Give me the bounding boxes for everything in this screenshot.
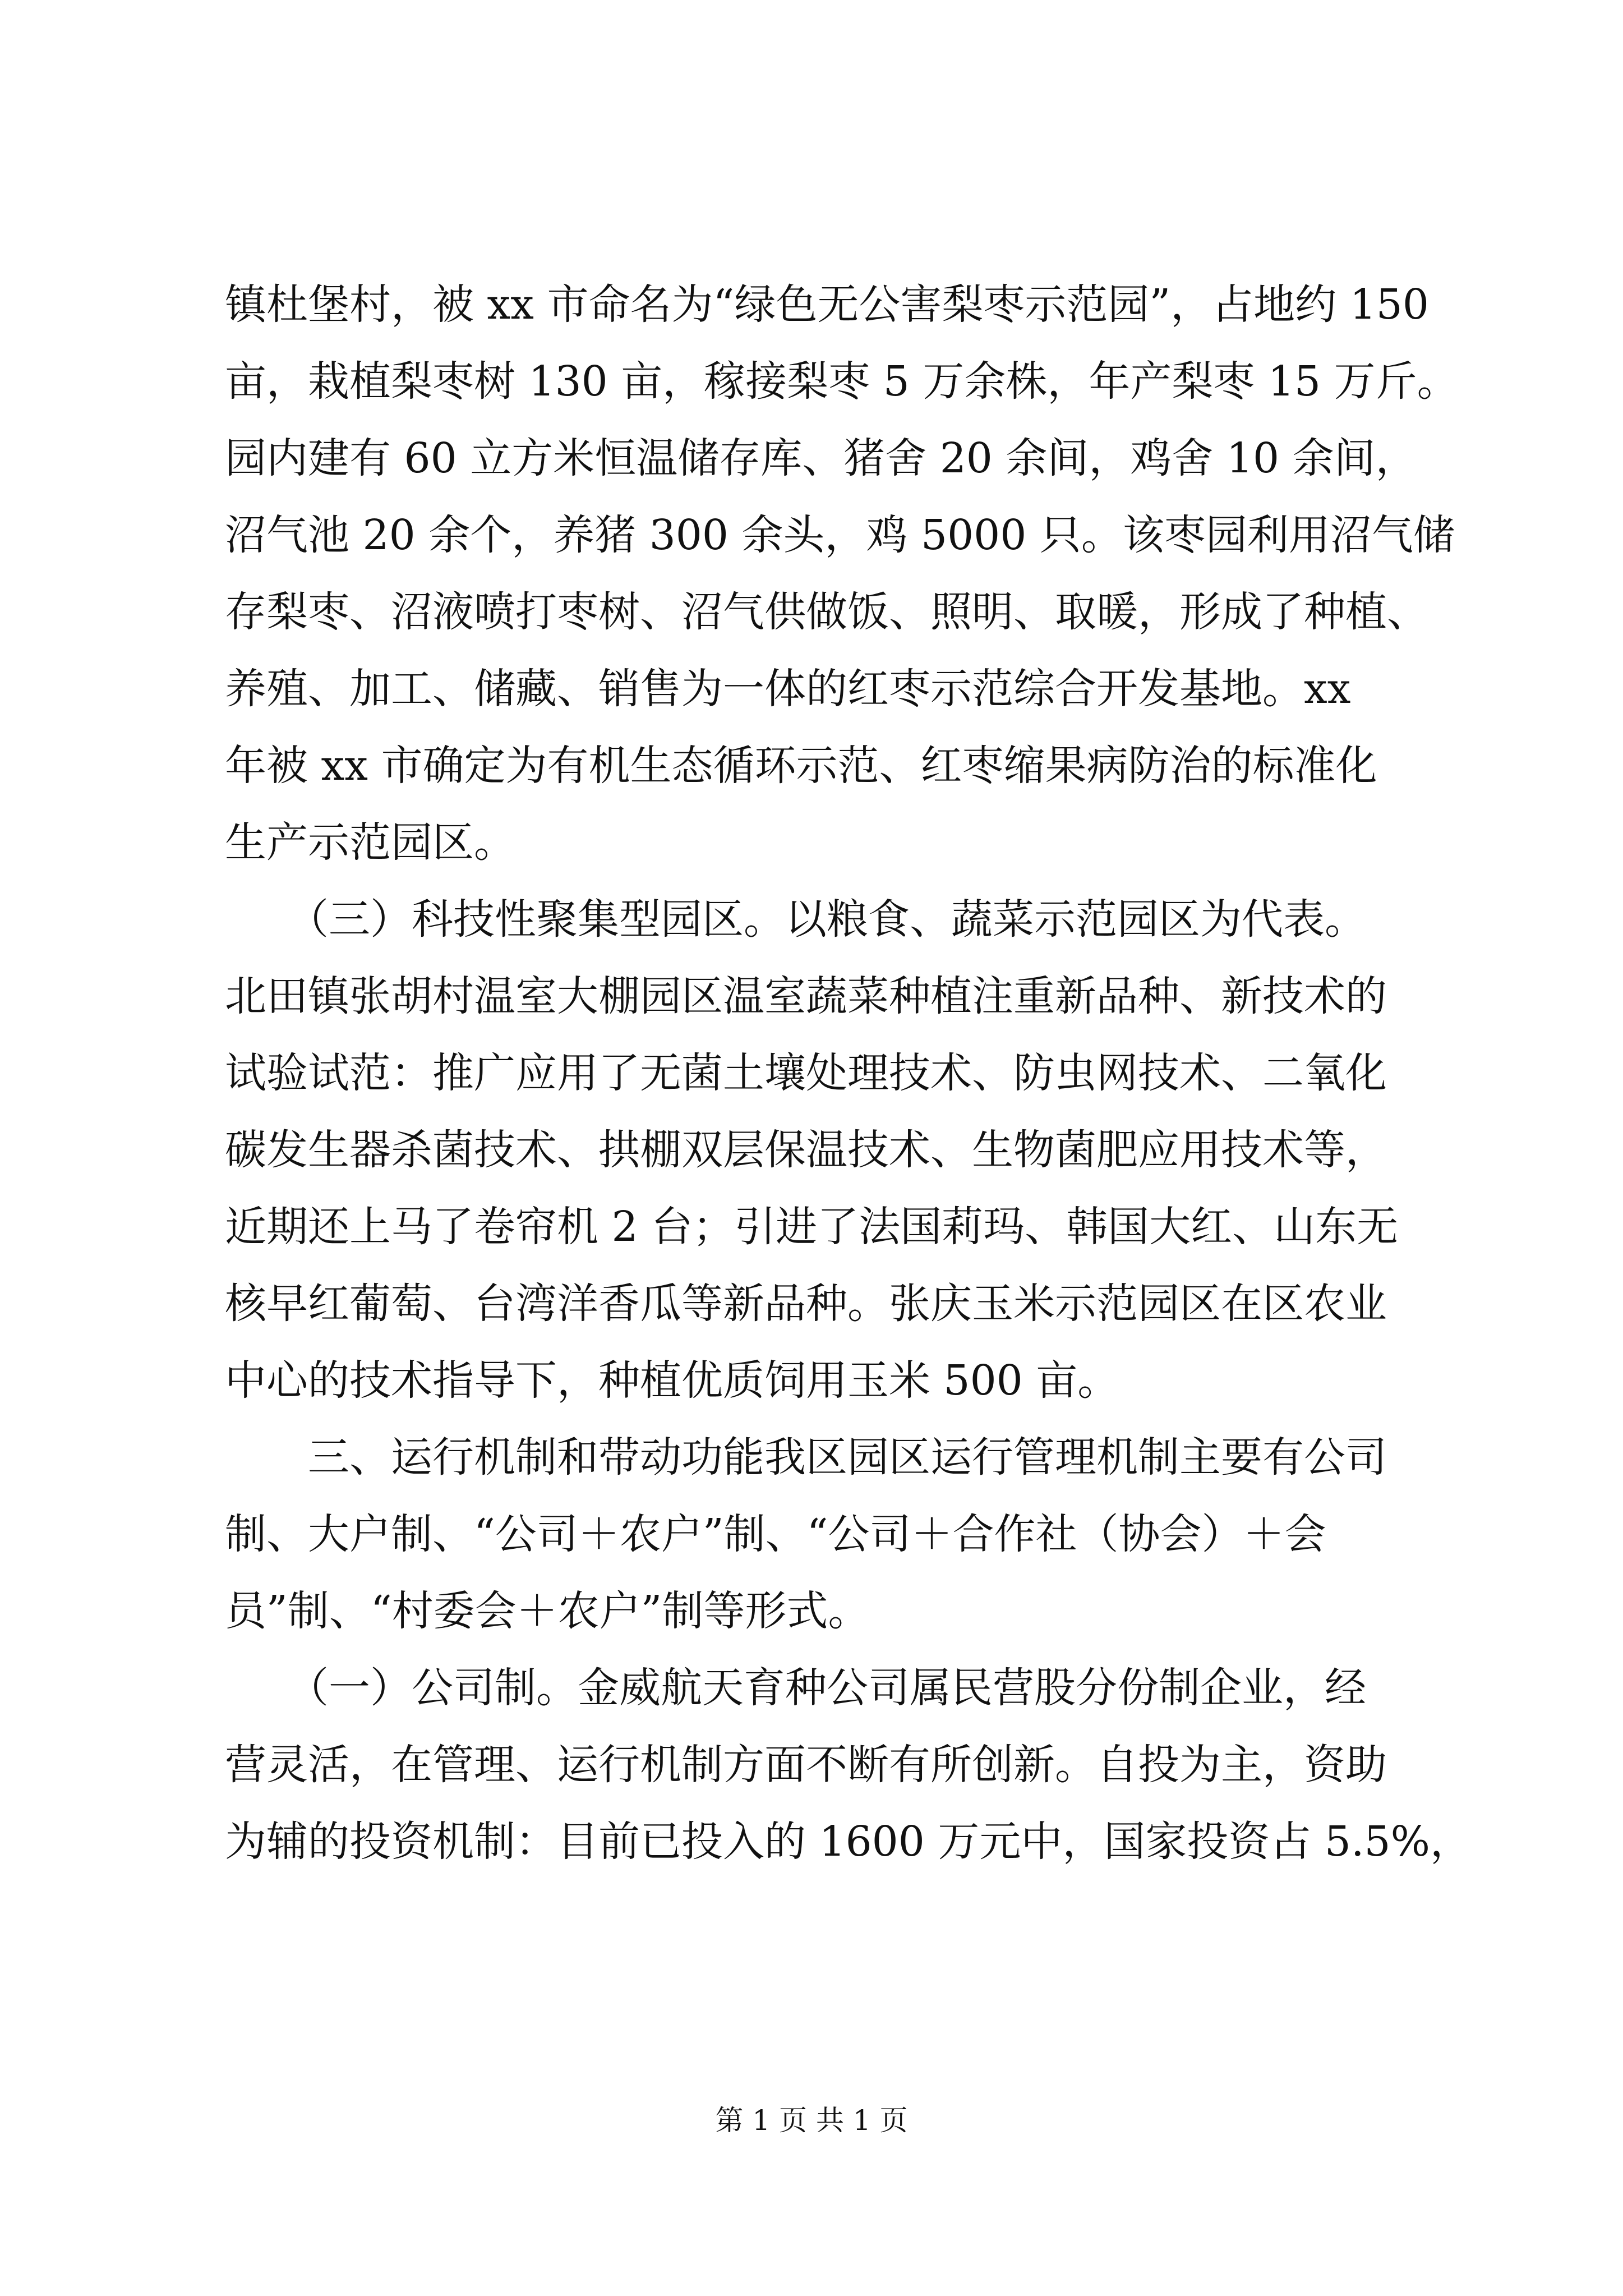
text-line: 北田镇张胡村温室大棚园区温室蔬菜种植注重新品种、新技术的 [225, 972, 1387, 1020]
text-line: 近期还上马了卷帘机 2 台；引进了法国莉玛、韩国大红、山东无 [225, 1203, 1399, 1251]
document-body [225, 266, 1472, 1880]
text-line: 试验试范：推广应用了无菌土壤处理技术、防虫网技术、二氧化 [225, 1049, 1387, 1097]
text-line: 年被 xx 市确定为有机生态循环示范、红枣缩果病防治的标准化 [225, 742, 1377, 790]
text-line: 养殖、加工、储藏、销售为一体的红枣示范综合开发基地。xx [225, 665, 1351, 713]
text-line: 员”制、“村委会＋农户”制等形式。 [225, 1587, 870, 1635]
page-number-footer: 第 1 页 共 1 页 [715, 2104, 908, 2137]
text-line: 中心的技术指导下，种植优质饲用玉米 500 亩。 [225, 1356, 1119, 1405]
text-line: 沼气池 20 余个，养猪 300 余头，鸡 5000 只。该枣园利用沼气储 [225, 511, 1455, 559]
text-line: 核早红葡萄、台湾洋香瓜等新品种。张庆玉米示范园区在区农业 [225, 1280, 1387, 1328]
text-line: （三）科技性聚集型园区。以粮食、蔬菜示范园区为代表。 [225, 895, 1366, 944]
text-line: 镇杜堡村，被 xx 市命名为“绿色无公害梨枣示范园”，占地约 150 [225, 280, 1429, 329]
text-line: 生产示范园区。 [225, 818, 515, 867]
text-line: 营灵活，在管理、运行机制方面不断有所创新。自投为主，资助 [225, 1741, 1387, 1789]
text-line: 三、运行机制和带动功能我区园区运行管理机制主要有公司 [225, 1433, 1387, 1481]
text-line: 园内建有 60 立方米恒温储存库、猪舍 20 余间，鸡舍 10 余间， [225, 434, 1417, 482]
text-line: 存梨枣、沼液喷打枣树、沼气供做饭、照明、取暖，形成了种植、 [225, 588, 1428, 636]
text-line: 制、大户制、“公司＋农户”制、“公司＋合作社（协会）＋会 [225, 1510, 1326, 1558]
text-line: 亩，栽植梨枣树 130 亩，稼接梨枣 5 万余株，年产梨枣 15 万斤。 [225, 357, 1459, 406]
text-line: 为辅的投资机制：目前已投入的 1600 万元中，国家投资占 5.5%， [225, 1818, 1472, 1866]
text-line: 碳发生器杀菌技术、拱棚双层保温技术、生物菌肥应用技术等， [225, 1126, 1387, 1174]
text-line: （一）公司制。金威航天育种公司属民营股分份制企业，经 [225, 1664, 1366, 1712]
